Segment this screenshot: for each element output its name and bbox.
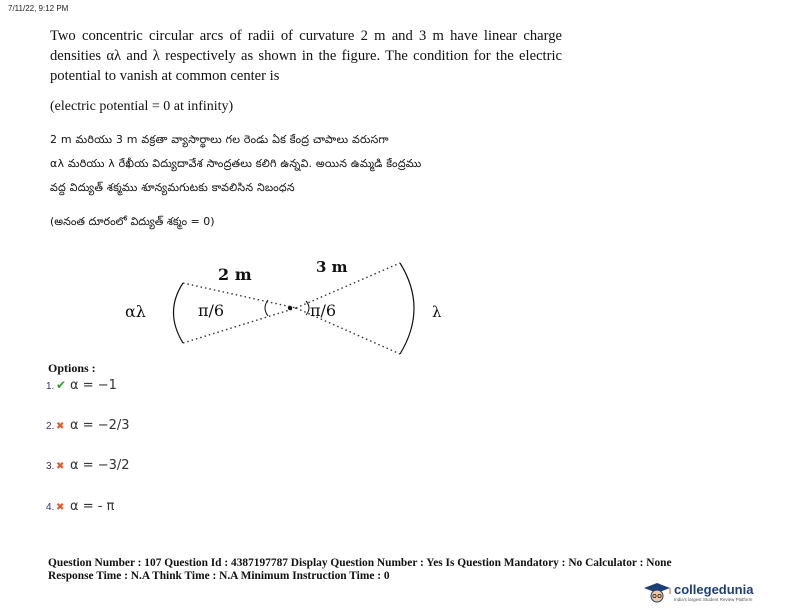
option-text: α = - π [70,499,115,514]
option-4[interactable] [46,499,114,515]
option-text: α = −1 [70,378,117,393]
brand-logo [640,580,753,604]
options-label: Options : [48,361,96,375]
question-text-english: Two concentric circular arcs of radii of curvature 2 m and 3 m have linear charge densities αλ and λ respectively as shown in the figure. The condition for the electric potential to vanish at common center is [50,28,562,84]
option-number: 3. [46,461,55,472]
brand-name: collegedunia [674,582,754,597]
option-2[interactable] [46,418,130,434]
option-text: α = −2/3 [70,418,130,433]
graduate-icon [640,580,674,604]
question-note: (electric potential = 0 at infinity) [50,99,234,114]
label-right-charge: λ [432,303,442,321]
option-1[interactable] [46,378,117,394]
inner-arc-left [174,283,184,343]
telugu-line-2: αλ మరియు λ రేఖీయ విద్యుదావేశ సాంద్రతలు కలిగి ఉన్నవి. అయిన ఉమ్మడి కేంద్రము [50,157,422,170]
common-center [288,306,292,310]
telugu-line-3: వద్ద విద్యుత్ శక్మము శూన్యమగుటకు కావలిసిన నిబంధన [50,181,295,194]
check-icon: ✔ [56,378,67,392]
meta-line-2: Response Time : N.A Think Time : N.A Minimum Instruction Time : 0 [48,570,390,582]
question-metadata [48,557,672,583]
option-number: 1. [46,381,55,392]
label-inner-radius: 2 m [218,265,252,284]
cross-icon: ✖ [56,421,65,432]
angle-arc-right [306,301,309,315]
option-text: α = −3/2 [70,458,130,473]
timestamp: 7/11/22, 9:12 PM [8,4,69,13]
meta-line-1: Question Number : 107 Question Id : 4387197787 Display Question Number : Yes Is Question Mandatory : No Calculator : None [48,557,672,569]
brand-tagline: India's largest Student Review Platform [674,597,753,602]
label-right-angle: π/6 [310,301,337,320]
outer-arc-right [400,263,414,354]
option-number: 2. [46,421,55,432]
label-outer-radius: 3 m [316,258,348,276]
option-number: 4. [46,502,55,513]
label-left-charge: αλ [125,302,146,321]
cross-icon: ✖ [56,461,65,472]
telugu-note: (అనంత దూరంలో విద్యుత్ శక్మం = 0) [50,215,215,228]
telugu-line-1: 2 m మరియు 3 m వక్రతా వ్యాసార్థాలు గల రెండు ఏక కేంద్ర చాపాలు వరుసగా [50,133,389,146]
label-left-angle: π/6 [198,301,225,320]
cross-icon: ✖ [56,502,65,513]
option-3[interactable] [46,458,130,474]
